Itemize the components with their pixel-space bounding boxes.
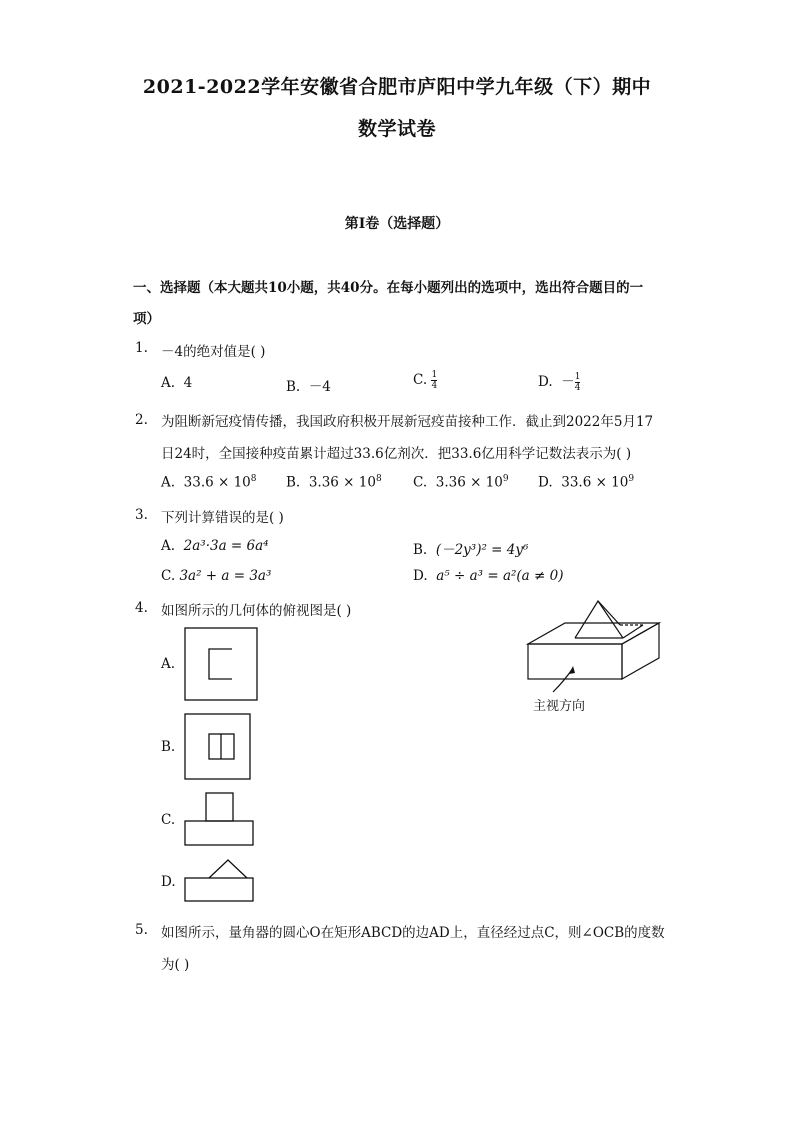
question-number: 2. <box>135 412 148 428</box>
question-stem: 如图所示的几何体的俯视图是( ) <box>161 603 352 619</box>
option-d: D. a⁵ ÷ a³ = a²(a ≠ 0) <box>413 568 564 584</box>
question-stem-line2: 日24时，全国接种疫苗累计超过33.6亿剂次．把33.6亿用科学记数法表示为( ) <box>161 446 632 462</box>
exam-title-line2: 数学试卷 <box>357 118 436 140</box>
option-d-figure <box>184 858 256 904</box>
option-b: B. <box>161 739 176 755</box>
option-b-figure <box>184 713 252 781</box>
option-d: D. － $\frac{1}{4}$ <box>538 372 581 393</box>
option-b: B. －4 <box>286 379 331 395</box>
question-stem-line1: 如图所示，量角器的圆心O在矩形ABCD的边AD上，直径经过点C，则∠OCB的度数 <box>161 925 665 941</box>
question-number: 5. <box>135 922 148 938</box>
fraction: $\frac{1}{4}$ <box>574 372 581 393</box>
geometric-solid-figure <box>525 598 665 708</box>
part-heading-line1: 一、选择题（本大题共10小题，共40分。在每小题列出的选项中，选出符合题目的一 <box>133 280 644 296</box>
question-stem-line2: 为( ) <box>161 957 190 973</box>
option-d: D. $33.6 \times 10^9$ <box>538 474 635 491</box>
option-a: A. 2a³·3a = 6a⁴ <box>161 538 269 554</box>
option-c: C. <box>161 812 176 828</box>
figure-caption: 主视方向 <box>533 699 586 714</box>
option-b: B. $3.36 \times 10^8$ <box>286 474 382 491</box>
question-stem: －4的绝对值是( ) <box>161 344 266 360</box>
fraction: $\frac{1}{4}$ <box>431 370 438 391</box>
option-c: C. $3.36 \times 10^9$ <box>413 474 509 491</box>
option-a: A. $33.6 \times 10^8$ <box>161 474 257 491</box>
question-stem: 下列计算错误的是( ) <box>161 510 284 526</box>
option-d: D. <box>161 874 176 890</box>
option-c-figure <box>184 792 256 848</box>
question-number: 1. <box>135 340 148 356</box>
option-c: C. $\frac{1}{4}$ <box>413 370 438 391</box>
section-label: 第I卷（选择题） <box>344 216 450 232</box>
option-a: A. 4 <box>161 375 193 391</box>
question-number: 3. <box>135 507 148 523</box>
option-c: C. 3a² + a = 3a³ <box>161 568 272 584</box>
exam-title-line1: 2021-2022学年安徽省合肥市庐阳中学九年级（下）期中 <box>142 76 652 98</box>
question-number: 4. <box>135 600 148 616</box>
option-a: A. <box>161 656 176 672</box>
option-b: B. (－2y³)² = 4y⁶ <box>413 542 529 558</box>
option-a-figure <box>184 627 259 702</box>
part-heading-line2: 项） <box>133 311 160 327</box>
question-stem-line1: 为阻断新冠疫情传播，我国政府积极开展新冠疫苗接种工作．截止到2022年5月17 <box>161 414 654 430</box>
